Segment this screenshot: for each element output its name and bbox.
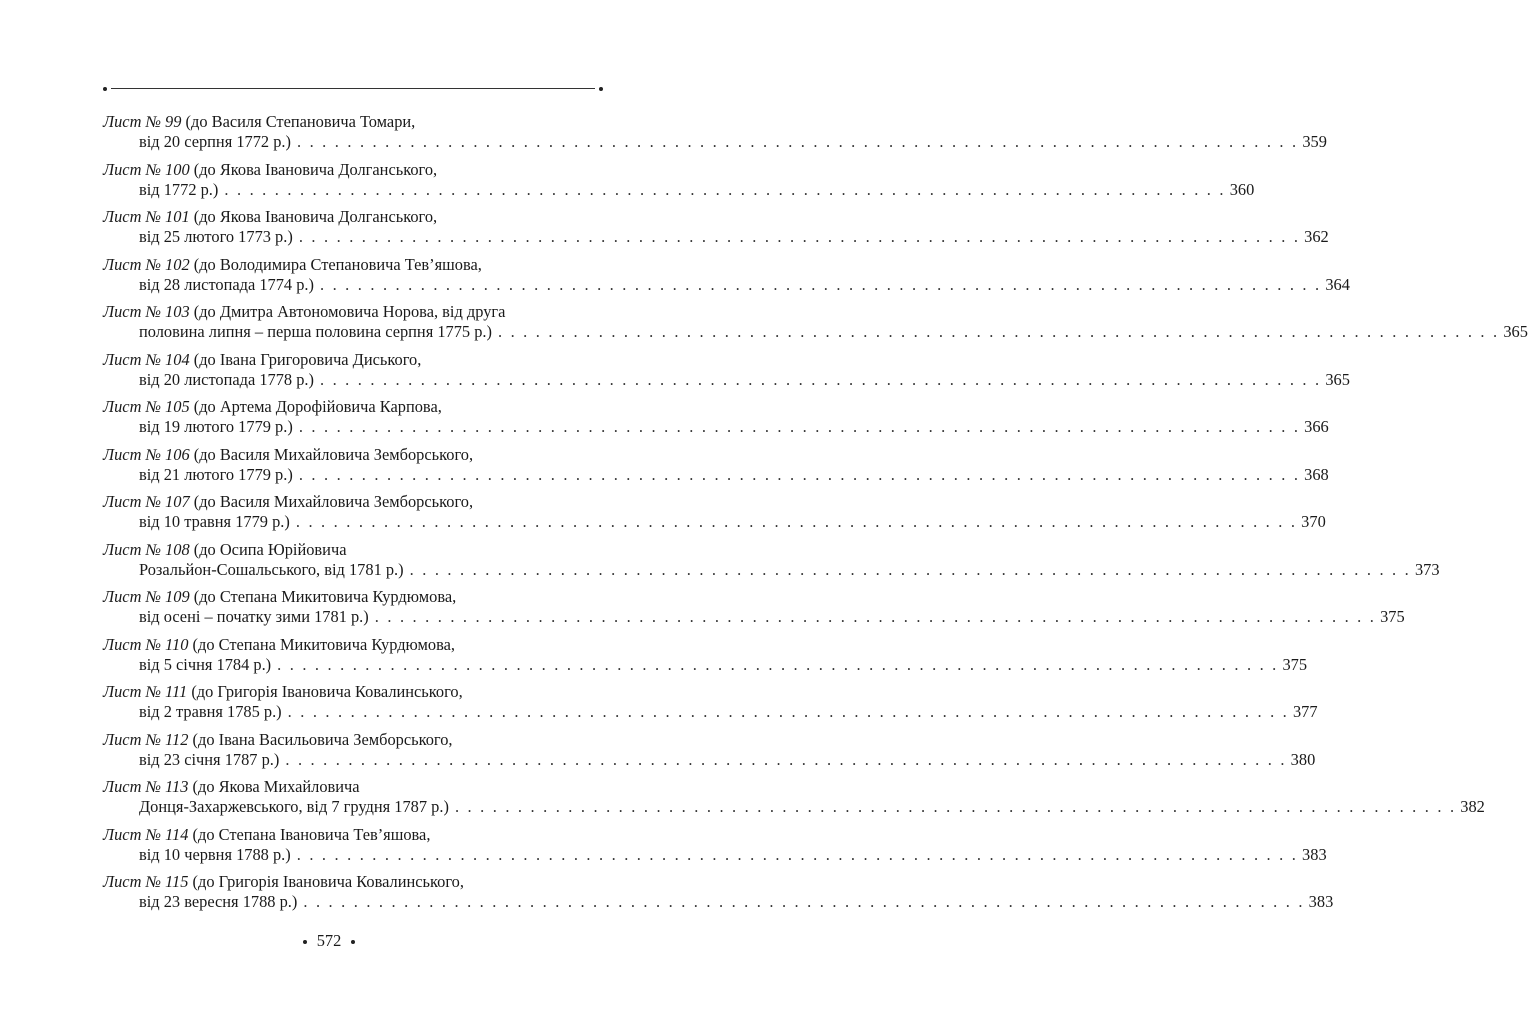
toc-entry-line2	[103, 607, 1405, 627]
toc-entry-date: половина липня – перша половина серпня 1775 р.)	[139, 322, 492, 341]
toc-entry-page: 375	[1380, 607, 1405, 626]
toc-entry-line2	[103, 844, 1327, 865]
toc-entry	[103, 729, 1316, 778]
dot-leader: . . . . . . . . . . . . . . . . . . . . . . . . . . . . . . . . . . . . . . . . . . . . . . . . . . . . . . . . . . . . . . . . . . . . . . . . . . . . . . . .	[319, 274, 1322, 294]
toc-entry-page: 365	[1503, 322, 1528, 341]
toc-entry-lead: Лист № 102	[103, 254, 190, 274]
toc-entry-page: 375	[1282, 654, 1308, 674]
toc-entry-date: від 25 лютого 1773 р.)	[139, 227, 293, 246]
toc-entry-title: (до Василя Степановича Томари,	[181, 112, 416, 131]
toc-entry-title: (до Григорія Івановича Ковалинського,	[188, 872, 464, 891]
toc-entry	[103, 824, 1327, 873]
header-rule	[103, 86, 603, 92]
toc-entry-line1	[103, 777, 603, 797]
toc-entry	[103, 349, 1350, 398]
toc-entry-line1	[103, 350, 603, 370]
toc-entry-lead: Лист № 103	[103, 302, 190, 321]
toc-entry-line2	[103, 417, 1329, 437]
toc-entry-line2	[103, 179, 1255, 200]
toc-entry-title: (до Артема Дорофійовича Карпова,	[189, 397, 442, 416]
toc-entry	[103, 444, 1329, 493]
dot-leader: . . . . . . . . . . . . . . . . . . . . . . . . . . . . . . . . . . . . . . . . . . . . . . . . . . . . . . . . . . . . . . . . . . . . . . . . . . . . . . . .	[497, 322, 1500, 341]
toc-entry-page: 382	[1460, 797, 1485, 816]
toc-entry-line2	[103, 654, 1308, 675]
toc-entry-lead: Лист № 99	[103, 112, 182, 131]
toc-entry	[103, 159, 1255, 208]
toc-entry-line2	[103, 559, 1440, 580]
toc-entry-line1	[103, 540, 603, 560]
toc-entry-lead: Лист № 104	[103, 349, 190, 369]
toc-entry-page: 366	[1304, 417, 1329, 436]
dot-leader: . . . . . . . . . . . . . . . . . . . . . . . . . . . . . . . . . . . . . . . . . . . . . . . . . . . . . . . . . . . . . . . . . . . . . . . . . . . . . . . .	[285, 749, 1287, 769]
toc-entry-title: (до Василя Михайловича Земборського,	[189, 444, 474, 464]
toc-entry-date: Донця-Захаржевського, від 7 грудня 1787 р.)	[139, 797, 449, 816]
toc-entry-line2	[103, 797, 1485, 817]
toc-entry-line2	[103, 227, 1329, 247]
toc-entry	[103, 872, 1334, 920]
page-number-text: 572	[316, 931, 342, 950]
toc-entry	[103, 492, 1326, 540]
toc-entry-date: від 23 січня 1787 р.)	[139, 749, 280, 769]
toc-entry	[103, 587, 1405, 635]
dot-leader: . . . . . . . . . . . . . . . . . . . . . . . . . . . . . . . . . . . . . . . . . . . . . . . . . . . . . . . . . . . . . . . . . . . . . . . . . . . . . . . .	[295, 512, 1298, 531]
toc-entry-title: (до Дмитра Автономовича Норова, від друга	[189, 302, 506, 321]
toc-entry-date: від 20 серпня 1772 р.)	[139, 132, 291, 151]
toc-entry-line1	[103, 207, 603, 227]
dot-leader: . . . . . . . . . . . . . . . . . . . . . . . . . . . . . . . . . . . . . . . . . . . . . . . . . . . . . . . . . . . . . . . . . . . . . . . . . . . . . . . .	[298, 417, 1301, 436]
toc-entry-date: від 19 лютого 1779 р.)	[139, 417, 293, 436]
dot-leader: . . . . . . . . . . . . . . . . . . . . . . . . . . . . . . . . . . . . . . . . . . . . . . . . . . . . . . . . . . . . . . . . . . . . . . . . . . . . . . . .	[296, 132, 1299, 151]
toc-entry-title: (до Василя Михайловича Земборського,	[189, 492, 474, 511]
toc-entry-lead: Лист № 106	[103, 444, 190, 464]
toc-entry-line1	[103, 825, 603, 845]
toc-entry-date: від 20 листопада 1778 р.)	[139, 369, 314, 389]
dot-leader: . . . . . . . . . . . . . . . . . . . . . . . . . . . . . . . . . . . . . . . . . . . . . . . . . . . . . . . . . . . . . . . . . . . . . . . . . . . . . . . .	[224, 179, 1226, 199]
toc-entry-line1	[103, 635, 603, 655]
dot-leader: . . . . . . . . . . . . . . . . . . . . . . . . . . . . . . . . . . . . . . . . . . . . . . . . . . . . . . . . . . . . . . . . . . . . . . . . . . . . . . . .	[287, 702, 1289, 721]
toc-entry-line2	[103, 322, 1528, 342]
toc-entry-page: 370	[1301, 512, 1326, 531]
dot-leader: . . . . . . . . . . . . . . . . . . . . . . . . . . . . . . . . . . . . . . . . . . . . . . . . . . . . . . . . . . . . . . . . . . . . . . . . . . . . . . . .	[296, 844, 1299, 864]
toc-entry-date: від осені – початку зими 1781 р.)	[139, 607, 369, 626]
toc-entry-date: від 21 лютого 1779 р.)	[139, 464, 293, 484]
dot-leader: . . . . . . . . . . . . . . . . . . . . . . . . . . . . . . . . . . . . . . . . . . . . . . . . . . . . . . . . . . . . . . . . . . . . . . . . . . . . . . . .	[298, 227, 1301, 246]
toc-entry-page: 373	[1414, 559, 1440, 579]
toc-entry-title: (до Якова Івановича Долганського,	[189, 159, 438, 179]
toc-entry-title: (до Степана Івановича Тев’яшова,	[188, 824, 431, 844]
toc-entry-lead: Лист № 109	[103, 587, 190, 606]
toc-entry	[103, 777, 1485, 825]
toc-entry-lead: Лист № 111	[103, 682, 188, 701]
toc-entry-lead: Лист № 100	[103, 159, 190, 179]
toc-entry-date: від 10 червня 1788 р.)	[139, 844, 291, 864]
toc-entry-page: 383	[1302, 844, 1327, 864]
dot-leader: . . . . . . . . . . . . . . . . . . . . . . . . . . . . . . . . . . . . . . . . . . . . . . . . . . . . . . . . . . . . . . . . . . . . . . . . . . . . . . . .	[454, 797, 1457, 816]
toc-entry-title: (до Осипа Юрійовича	[189, 539, 347, 559]
toc-entry-line2	[103, 132, 1327, 152]
toc-entry-line1	[103, 255, 603, 275]
toc-entry-line1	[103, 302, 603, 322]
toc-entry-title: (до Степана Микитовича Курдюмова,	[189, 587, 457, 606]
table-of-contents	[103, 112, 1528, 920]
toc-entry-line1	[103, 445, 603, 465]
toc-entry-line2	[103, 464, 1329, 485]
dot-leader: . . . . . . . . . . . . . . . . . . . . . . . . . . . . . . . . . . . . . . . . . . . . . . . . . . . . . . . . . . . . . . . . . . . . . . . . . . . . . . . .	[374, 607, 1377, 626]
toc-entry-title: (до Якова Івановича Долганського,	[189, 207, 438, 226]
toc-entry-line1	[103, 492, 603, 512]
toc-entry-lead: Лист № 101	[103, 207, 190, 226]
toc-entry-title: (до Івана Григоровича Диського,	[189, 349, 422, 369]
toc-entry-lead: Лист № 110	[103, 634, 189, 654]
toc-entry-date: від 1772 р.)	[139, 179, 219, 199]
toc-entry-line1	[103, 160, 603, 180]
toc-entry-line1	[103, 872, 603, 892]
toc-entry-lead: Лист № 112	[103, 729, 189, 749]
toc-entry-line1	[103, 587, 603, 607]
toc-entry-lead: Лист № 113	[103, 777, 189, 796]
toc-entry	[103, 112, 1327, 160]
toc-entry	[103, 682, 1318, 730]
toc-entry-line1	[103, 397, 603, 417]
toc-entry	[103, 397, 1329, 445]
toc-entry-line2	[103, 369, 1350, 390]
folio-bullet-right	[351, 940, 355, 944]
toc-entry-line1	[103, 682, 603, 702]
toc-entry-page: 377	[1292, 702, 1318, 721]
toc-entry-date: від 28 листопада 1774 р.)	[139, 274, 314, 294]
rule-dot-right	[599, 87, 603, 91]
folio-bullet-left	[303, 940, 307, 944]
toc-entry-title: (до Володимира Степановича Тев’яшова,	[189, 254, 482, 274]
toc-entry-line2	[103, 749, 1316, 770]
toc-entry-page: 364	[1325, 274, 1350, 294]
toc-entry-lead: Лист № 108	[103, 539, 190, 559]
toc-entry-page: 359	[1302, 132, 1327, 151]
toc-entry-line1	[103, 730, 603, 750]
toc-entry-title: (до Івана Васильовича Земборського,	[188, 729, 453, 749]
toc-entry-line2	[103, 274, 1350, 295]
toc-entry-page: 383	[1308, 892, 1334, 911]
dot-leader: . . . . . . . . . . . . . . . . . . . . . . . . . . . . . . . . . . . . . . . . . . . . . . . . . . . . . . . . . . . . . . . . . . . . . . . . . . . . . . . .	[319, 369, 1322, 389]
dot-leader: . . . . . . . . . . . . . . . . . . . . . . . . . . . . . . . . . . . . . . . . . . . . . . . . . . . . . . . . . . . . . . . . . . . . . . . . . . . . . . . .	[409, 559, 1411, 579]
dot-leader: . . . . . . . . . . . . . . . . . . . . . . . . . . . . . . . . . . . . . . . . . . . . . . . . . . . . . . . . . . . . . . . . . . . . . . . . . . . . . . . .	[277, 654, 1279, 674]
toc-entry-page: 362	[1304, 227, 1329, 246]
toc-entry-title: (до Григорія Івановича Ковалинського,	[187, 682, 463, 701]
toc-entry-page: 360	[1229, 179, 1255, 199]
toc-entry-line1	[103, 112, 603, 132]
toc-entry-page: 380	[1290, 749, 1316, 769]
toc-entry-date: від 2 травня 1785 р.)	[139, 702, 282, 721]
toc-entry-lead: Лист № 107	[103, 492, 190, 511]
toc-entry	[103, 254, 1350, 303]
toc-entry	[103, 207, 1329, 255]
rule-line	[111, 88, 595, 89]
toc-entry-date: від 23 вересня 1788 р.)	[139, 892, 298, 911]
toc-entry-lead: Лист № 114	[103, 824, 189, 844]
toc-entry-page: 368	[1304, 464, 1329, 484]
toc-entry-date: від 10 травня 1779 р.)	[139, 512, 290, 531]
toc-entry-line2	[103, 892, 1334, 912]
toc-entry-line2	[103, 512, 1326, 532]
toc-entry-title: (до Степана Микитовича Курдюмова,	[188, 634, 456, 654]
dot-leader: . . . . . . . . . . . . . . . . . . . . . . . . . . . . . . . . . . . . . . . . . . . . . . . . . . . . . . . . . . . . . . . . . . . . . . . . . . . . . . . .	[303, 892, 1305, 911]
toc-entry-date: Розальйон-Сошальського, від 1781 р.)	[139, 559, 404, 579]
toc-entry-lead: Лист № 105	[103, 397, 190, 416]
toc-entry-page: 365	[1325, 369, 1350, 389]
toc-entry-line2	[103, 702, 1318, 722]
dot-leader: . . . . . . . . . . . . . . . . . . . . . . . . . . . . . . . . . . . . . . . . . . . . . . . . . . . . . . . . . . . . . . . . . . . . . . . . . . . . . . . .	[298, 464, 1301, 484]
toc-entry-lead: Лист № 115	[103, 872, 189, 891]
toc-entry-date: від 5 січня 1784 р.)	[139, 654, 272, 674]
toc-entry	[103, 634, 1308, 683]
page-number	[0, 931, 658, 951]
rule-dot-left	[103, 87, 107, 91]
toc-entry-title: (до Якова Михайловича	[188, 777, 360, 796]
toc-entry	[103, 539, 1440, 588]
toc-entry	[103, 302, 1528, 350]
